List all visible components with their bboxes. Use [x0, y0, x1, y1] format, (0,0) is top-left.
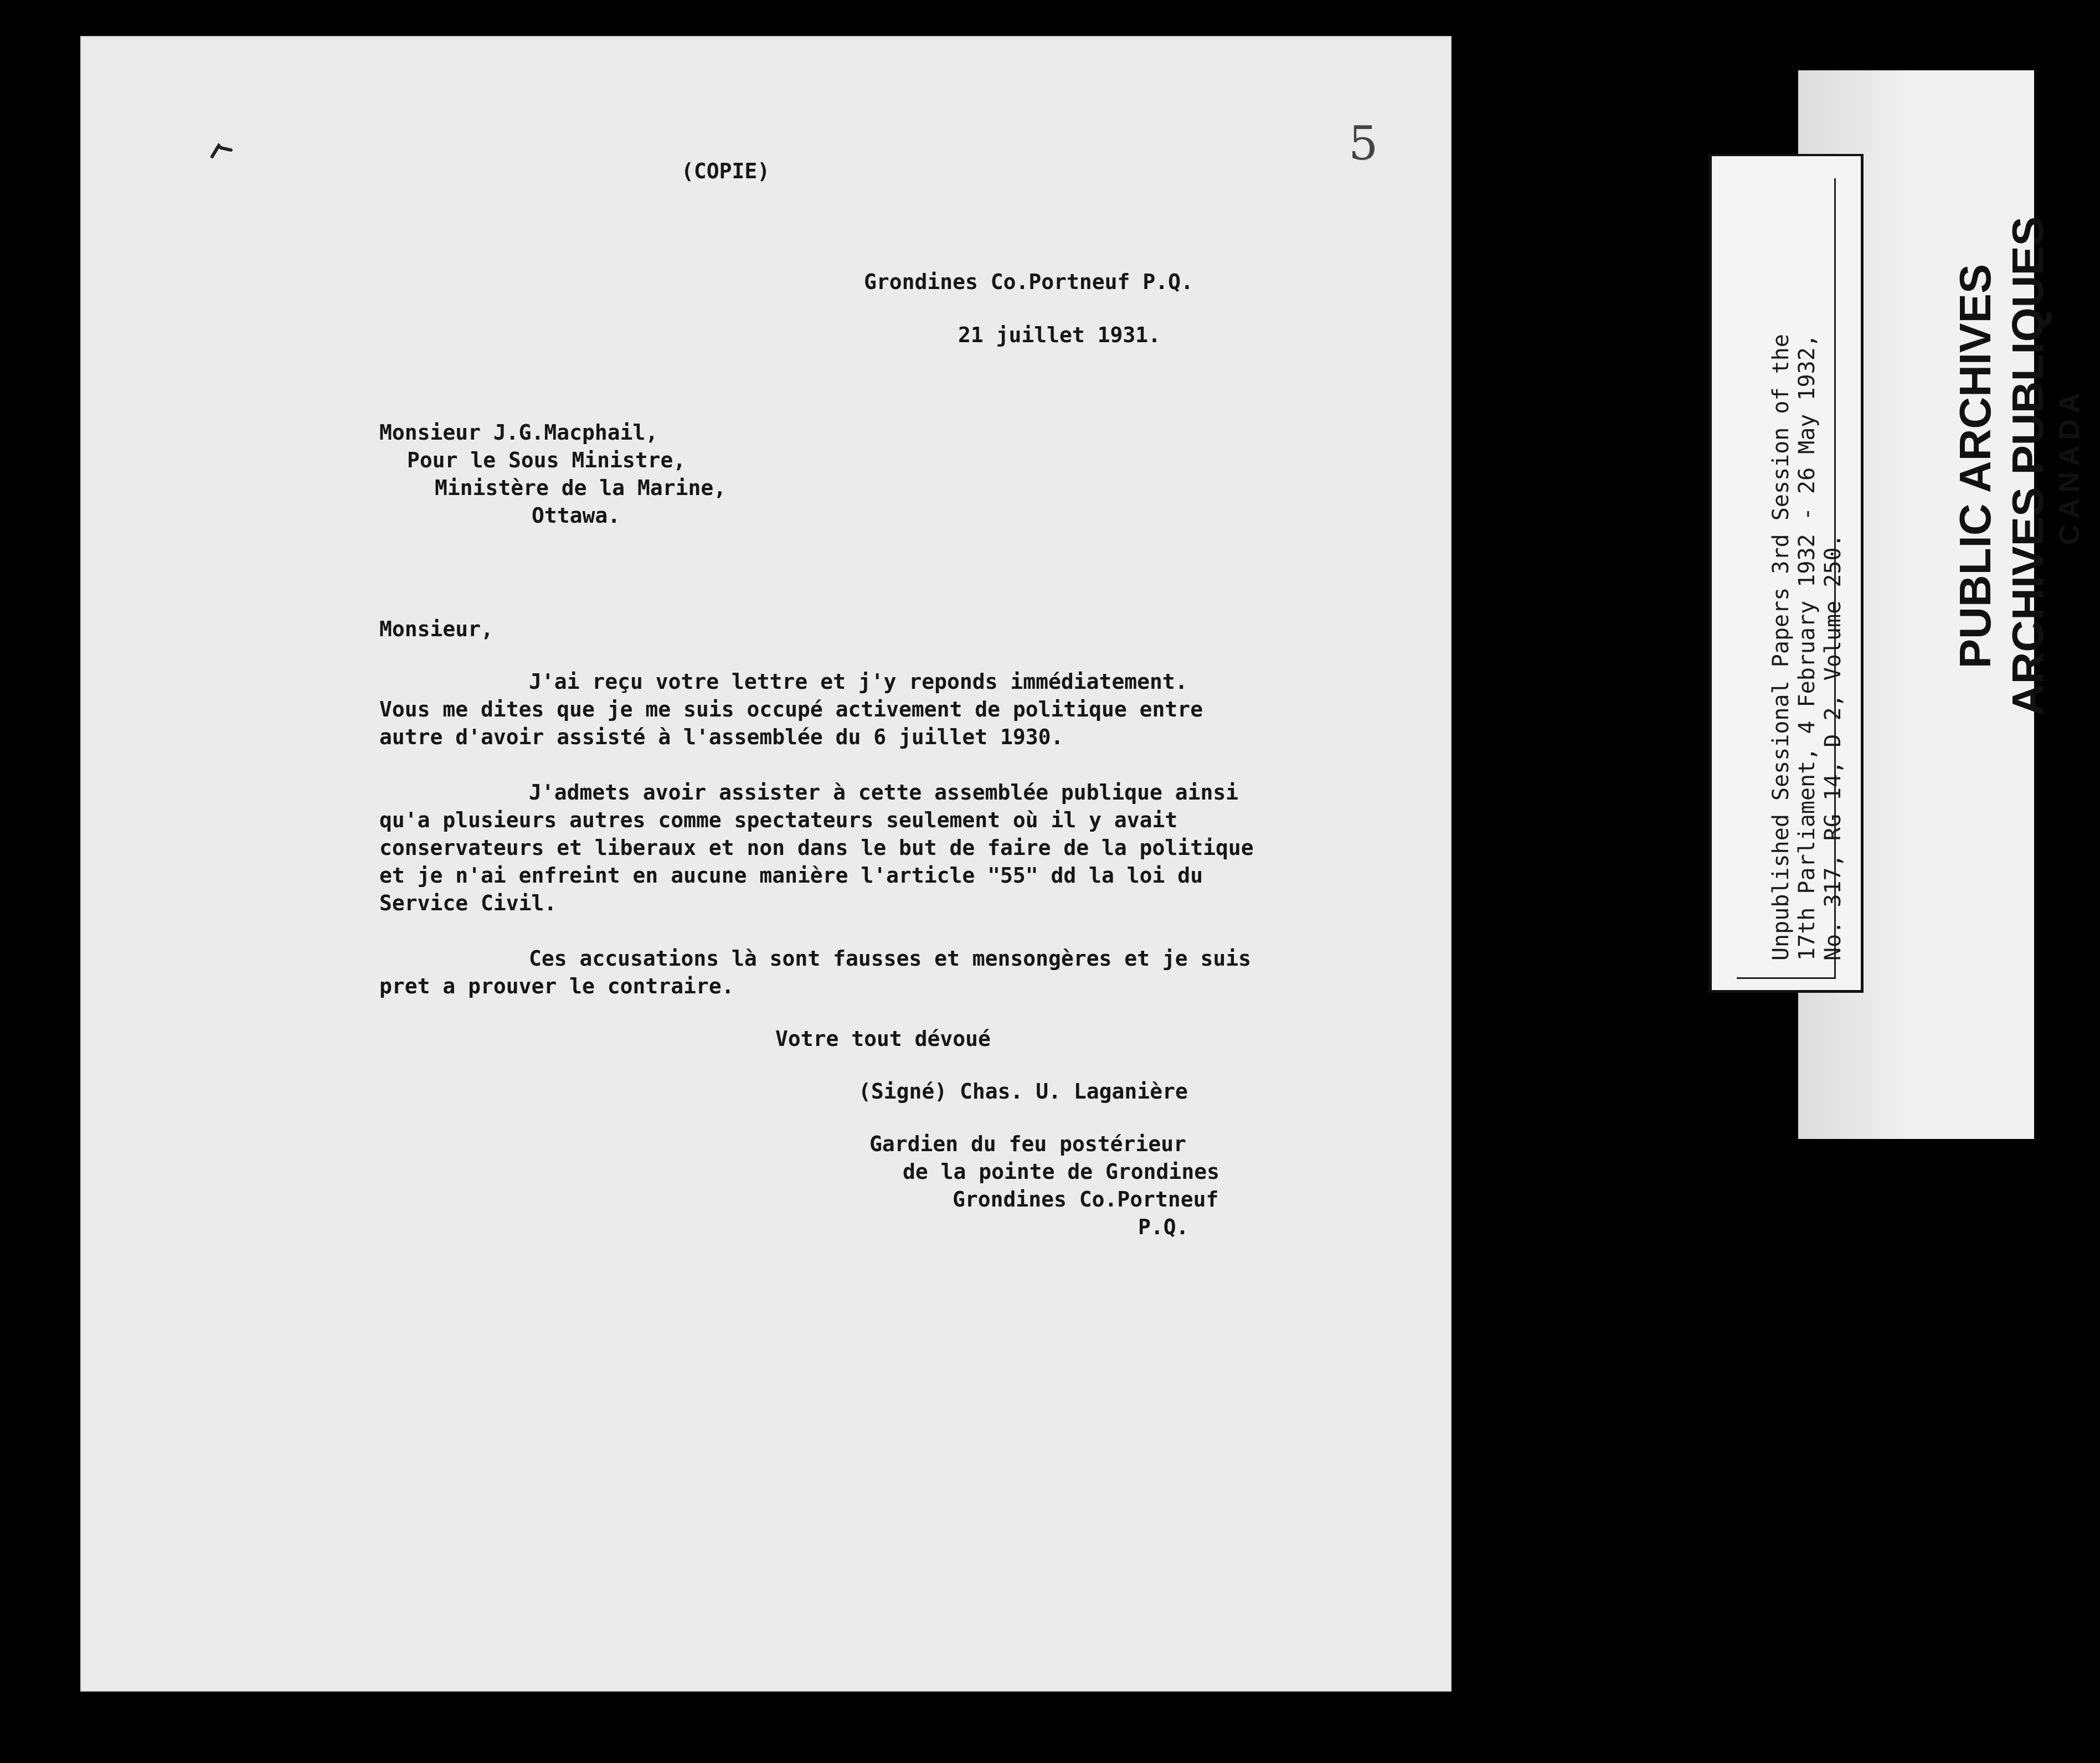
citation-line: Unpublished Sessional Papers 3rd Session of the	[1768, 334, 1794, 961]
stamp-archives-publiques: ARCHIVES PUBLIQUES	[2003, 216, 2052, 716]
signature: (Signé) Chas. U. Laganière	[858, 1079, 1188, 1104]
recipient-line: Pour le Sous Ministre,	[407, 448, 686, 472]
paragraph2-line: qu'a plusieurs autres comme spectateurs seulement où il y avait	[379, 808, 1178, 832]
title-block-line: Gardien du feu postérieur	[869, 1132, 1186, 1156]
citation-line: 17th Parliament, 4 February 1932 - 26 May 1932,	[1794, 334, 1820, 961]
recipient-line: Monsieur J.G.Macphail,	[379, 420, 658, 445]
paragraph2-line: J'admets avoir assister à cette assemblée publique ainsi	[529, 780, 1239, 805]
citation-label	[1708, 154, 1864, 993]
salutation: Monsieur,	[379, 617, 493, 641]
recipient-line: Ottawa.	[532, 503, 621, 528]
letter-page	[80, 36, 1452, 1692]
recipient-line: Ministère de la Marine,	[435, 476, 727, 500]
paragraph1-line: Vous me dites que je me suis occupé activement de politique entre	[379, 697, 1203, 721]
title-block-line: de la pointe de Grondines	[903, 1159, 1219, 1184]
paragraph2-line: conservateurs et liberaux et non dans le but de faire de la politique	[379, 836, 1254, 860]
stamp-public-archives: PUBLIC ARCHIVES	[1950, 264, 2000, 669]
title-block-line: Grondines Co.Portneuf	[953, 1187, 1219, 1212]
paragraph2-line: et je n'ai enfreint en aucune manière l'article "55" dd la loi du	[379, 863, 1203, 888]
copy-label: (COPIE)	[681, 159, 770, 183]
title-block-line: P.Q.	[1138, 1215, 1189, 1239]
citation-line: No. 317, RG 14, D 2, Volume 250.	[1820, 534, 1846, 961]
paragraph1-line: autre d'avoir assisté à l'assemblée du 6 juillet 1930.	[379, 725, 1064, 749]
paragraph3-line: Ces accusations là sont fausses et mensongères et je suis	[529, 946, 1252, 971]
page-number: 5	[1348, 116, 1378, 171]
paragraph3-line: pret a prouver le contraire.	[379, 974, 734, 998]
letter-place: Grondines Co.Portneuf P.Q.	[864, 270, 1193, 294]
stamp-canada: CANADA	[2053, 387, 2086, 545]
closing: Votre tout dévoué	[775, 1027, 991, 1051]
letter-date: 21 juillet 1931.	[958, 323, 1161, 347]
paragraph2-line: Service Civil.	[379, 891, 557, 915]
paragraph1-line: J'ai reçu votre lettre et j'y reponds immédiatement.	[529, 669, 1188, 694]
stray-ink-mark	[209, 140, 234, 161]
